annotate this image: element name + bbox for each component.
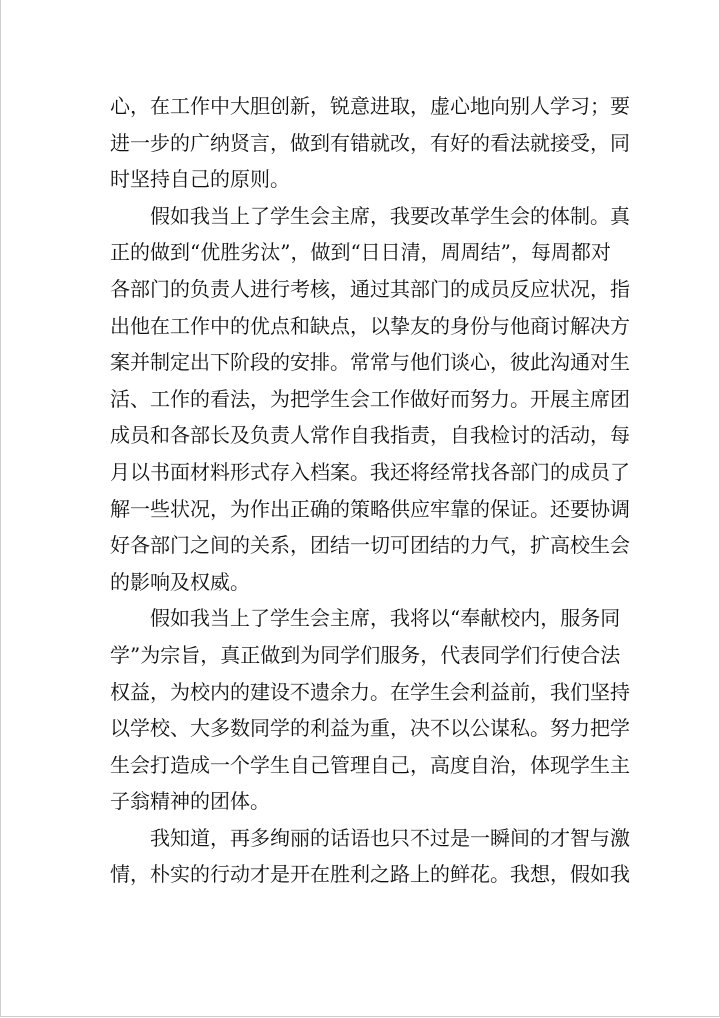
text-line: 月以书面材料形式存入档案。我还将经常找各部门的成员了 bbox=[110, 459, 630, 484]
text-line: 好各部门之间的关系，团结一切可团结的力气，扩高校生会 bbox=[110, 533, 630, 558]
text-line: 假如我当上了学生会主席，我要改革学生会的体制。真 bbox=[150, 203, 630, 228]
text-line: 假如我当上了学生会主席，我将以“奉献校内，服务同 bbox=[150, 606, 621, 631]
text-line: 时坚持自己的原则。 bbox=[110, 167, 290, 192]
text-line: 权益，为校内的建设不遗余力。在学生会利益前，我们坚持 bbox=[110, 679, 630, 704]
text-line: 出他在工作中的优点和缺点，以挚友的身份与他商讨解决方 bbox=[110, 313, 630, 338]
text-line: 活、工作的看法，为把学生会工作做好而努力。开展主席团 bbox=[110, 386, 630, 411]
text-line: 学”为宗旨，真正做到为同学们服务，代表同学们行使合法 bbox=[110, 642, 621, 667]
text-line: 以学校、大多数同学的利益为重，决不以公谋私。努力把学 bbox=[110, 716, 630, 741]
text-line: 解一些状况，为作出正确的策略供应牢靠的保证。还要协调 bbox=[110, 496, 630, 521]
text-line: 正的做到“优胜劣汰”，做到“日日清，周周结”，每周都对 bbox=[110, 240, 611, 265]
document-body bbox=[110, 88, 630, 893]
text-line: 子翁精神的团体。 bbox=[110, 789, 270, 814]
text-line: 各部门的负责人进行考核，通过其部门的成员反应状况，指 bbox=[110, 276, 630, 301]
text-line: 生会打造成一个学生自己管理自己，高度自治，体现学生主 bbox=[110, 752, 630, 777]
text-line: 案并制定出下阶段的安排。常常与他们谈心，彼此沟通对生 bbox=[110, 350, 630, 375]
text-line: 心，在工作中大胆创新，锐意进取，虚心地向别人学习；要 bbox=[110, 94, 630, 118]
text-line: 我知道，再多绚丽的话语也只不过是一瞬间的才智与激 bbox=[150, 825, 630, 850]
text-line: 的影响及权威。 bbox=[110, 569, 250, 594]
text-line: 成员和各部长及负责人常作自我指责，自我检讨的活动，每 bbox=[110, 423, 630, 448]
text-line: 情，朴实的行动才是开在胜利之路上的鲜花。我想，假如我 bbox=[110, 862, 630, 887]
text-line: 进一步的广纳贤言，做到有错就改，有好的看法就接受，同 bbox=[110, 130, 630, 155]
